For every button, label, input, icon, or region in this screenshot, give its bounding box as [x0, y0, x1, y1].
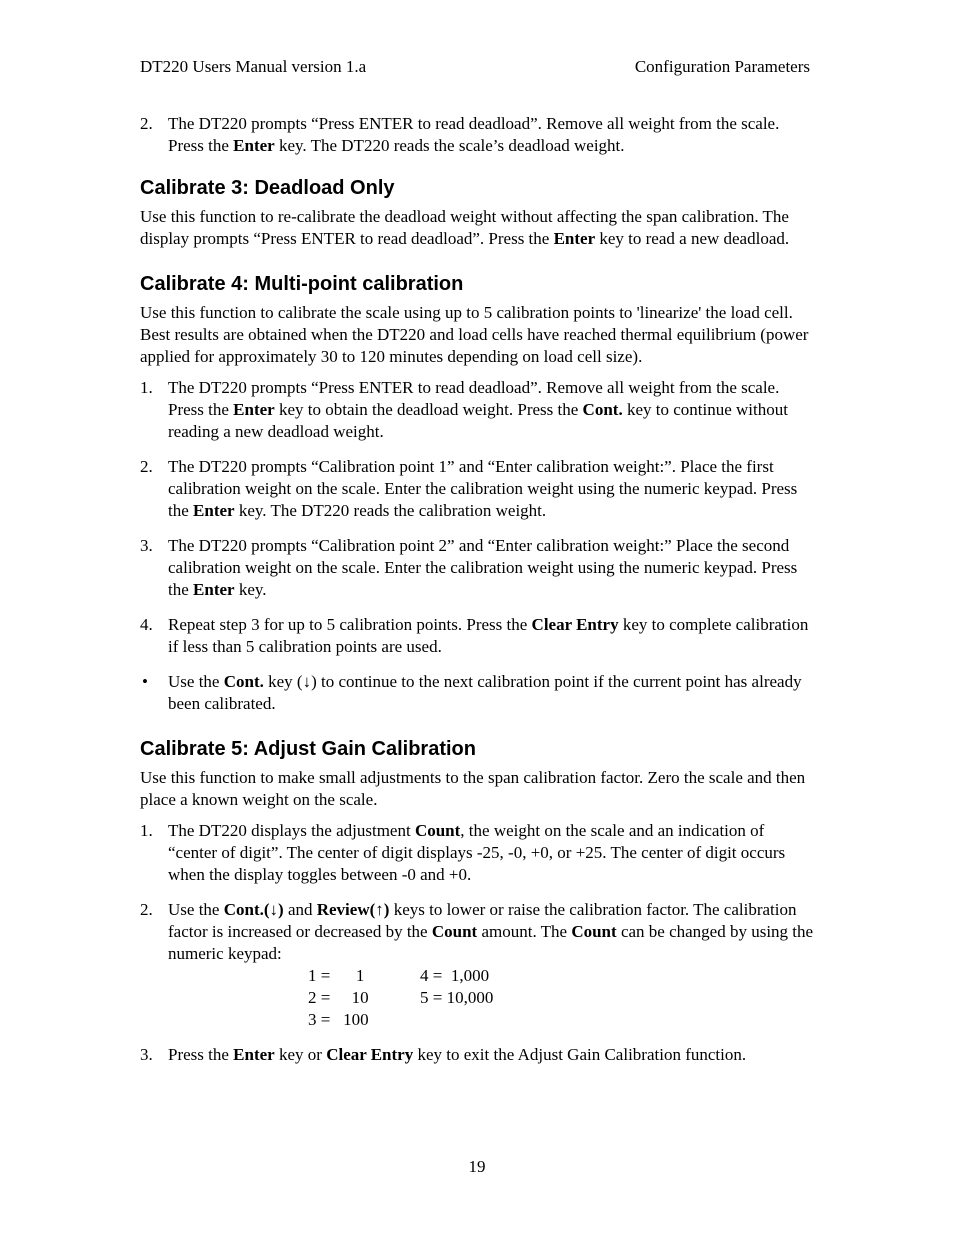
- list-item: 4. Repeat step 3 for up to 5 calibration points. Press the Clear Entry key to complete calibration if less than 5 calibration points are used.: [140, 615, 809, 656]
- page-number: 19: [468, 1157, 486, 1176]
- step-number: 2.: [140, 457, 153, 476]
- count-table: [168, 965, 816, 1031]
- list-item: 3. The DT220 prompts “Calibration point 2” and “Enter calibration weight:” Place the second calibration weight on the scale. Enter the calibration weight using the numeric keypad. Press the Enter key.: [140, 536, 798, 599]
- step-number: 2.: [140, 900, 153, 919]
- section-paragraph: Use this function to make small adjustments to the span calibration factor. Zero the scale and then place a known weight on the scale.: [140, 768, 806, 809]
- list-item: 2. Use the Cont.(↓) and Review(↑) keys to lower or raise the calibration factor. The calibration factor is increased or decreased by the Count amount. The Count can be changed by using the numeric keypad: 1 = 1 2 = 10 3 = 100 4 = 1,000 5 = 10,000: [140, 899, 816, 1031]
- key-name: Clear Entry: [326, 1045, 414, 1064]
- count-entry-2: 2 = 10: [308, 988, 369, 1007]
- count-entry-1: 1 = 1: [308, 966, 365, 985]
- step-text: The DT220 prompts “Press ENTER to read deadload”. Remove all weight from the scale. Press the: [168, 114, 780, 155]
- key-name: Enter: [193, 580, 235, 599]
- section-paragraph: Use this function to re-calibrate the deadload weight without affecting the span calibration. The display prompts “Press ENTER to read deadload”. Press the Enter key to read a new deadload.: [140, 207, 790, 248]
- step-text: key. The DT220 reads the scale’s deadload weight.: [274, 136, 625, 155]
- intro-step: [140, 113, 816, 157]
- key-name: Cont.(↓): [223, 900, 284, 919]
- header-manual-title: DT220 Users Manual version 1.a: [140, 57, 367, 76]
- key-name: Enter: [233, 400, 275, 419]
- key-name: Cont.: [223, 672, 264, 691]
- key-name: Clear Entry: [531, 615, 619, 634]
- key-name: Enter: [193, 501, 235, 520]
- section-heading-calibrate-5: Calibrate 5: Adjust Gain Calibration: [140, 738, 476, 760]
- section-paragraph: Use this function to calibrate the scale using up to 5 calibration points to 'linearize' the load cell. Best results are obtained when the DT220 and load cells have reached thermal equilibrium (power applied for approximately 30 to 120 minutes depending on load cell size).: [140, 303, 809, 366]
- step-number: 1.: [140, 378, 153, 397]
- key-name: Enter: [233, 1045, 275, 1064]
- page-content: [140, 113, 816, 1079]
- step-number: 1.: [140, 821, 153, 840]
- step-number: 2.: [140, 114, 153, 133]
- list-item: 2. The DT220 prompts “Calibration point 1” and “Enter calibration weight:”. Place the first calibration weight on the scale. Enter the calibration weight using the numeric keypad. Press the Enter key. The DT220 reads the calibration weight.: [140, 457, 798, 520]
- list-item: 1. The DT220 displays the adjustment Count, the weight on the scale and an indication of “center of digit”. The center of digit displays -25, -0, +0, or +25. The center of digit occurs when the display toggles between -0 and +0.: [140, 821, 786, 884]
- key-name: Enter: [553, 229, 596, 248]
- step-number: 3.: [140, 1045, 153, 1064]
- step-number: 4.: [140, 615, 153, 634]
- section-heading-calibrate-4: Calibrate 4: Multi-point calibration: [140, 273, 464, 295]
- key-name: Count: [571, 922, 617, 941]
- bullet-item: • Use the Cont. key (↓) to continue to the next calibration point if the current point has already been calibrated.: [142, 672, 802, 713]
- key-name: Count: [431, 922, 478, 941]
- count-entry-3: 3 = 100: [308, 1010, 369, 1029]
- section-heading-calibrate-3: Calibrate 3: Deadload Only: [140, 177, 395, 199]
- step-number: 3.: [140, 536, 153, 555]
- count-entry-5: 5 = 10,000: [420, 988, 494, 1007]
- header-section-title: Configuration Parameters: [634, 57, 810, 76]
- key-name: Review(↑): [316, 900, 390, 919]
- count-entry-4: 4 = 1,000: [420, 966, 490, 985]
- bullet-marker: •: [142, 672, 148, 691]
- list-item: 1. The DT220 prompts “Press ENTER to read deadload”. Remove all weight from the scale. Press the Enter key to obtain the deadload weight. Press the Cont. key to continue without reading a new deadload weight.: [140, 378, 788, 441]
- key-name: Enter: [233, 136, 275, 155]
- key-name: Cont.: [582, 400, 623, 419]
- list-item: 3. Press the Enter key or Clear Entry key to exit the Adjust Gain Calibration function.: [140, 1045, 747, 1064]
- key-name: Count: [414, 821, 461, 840]
